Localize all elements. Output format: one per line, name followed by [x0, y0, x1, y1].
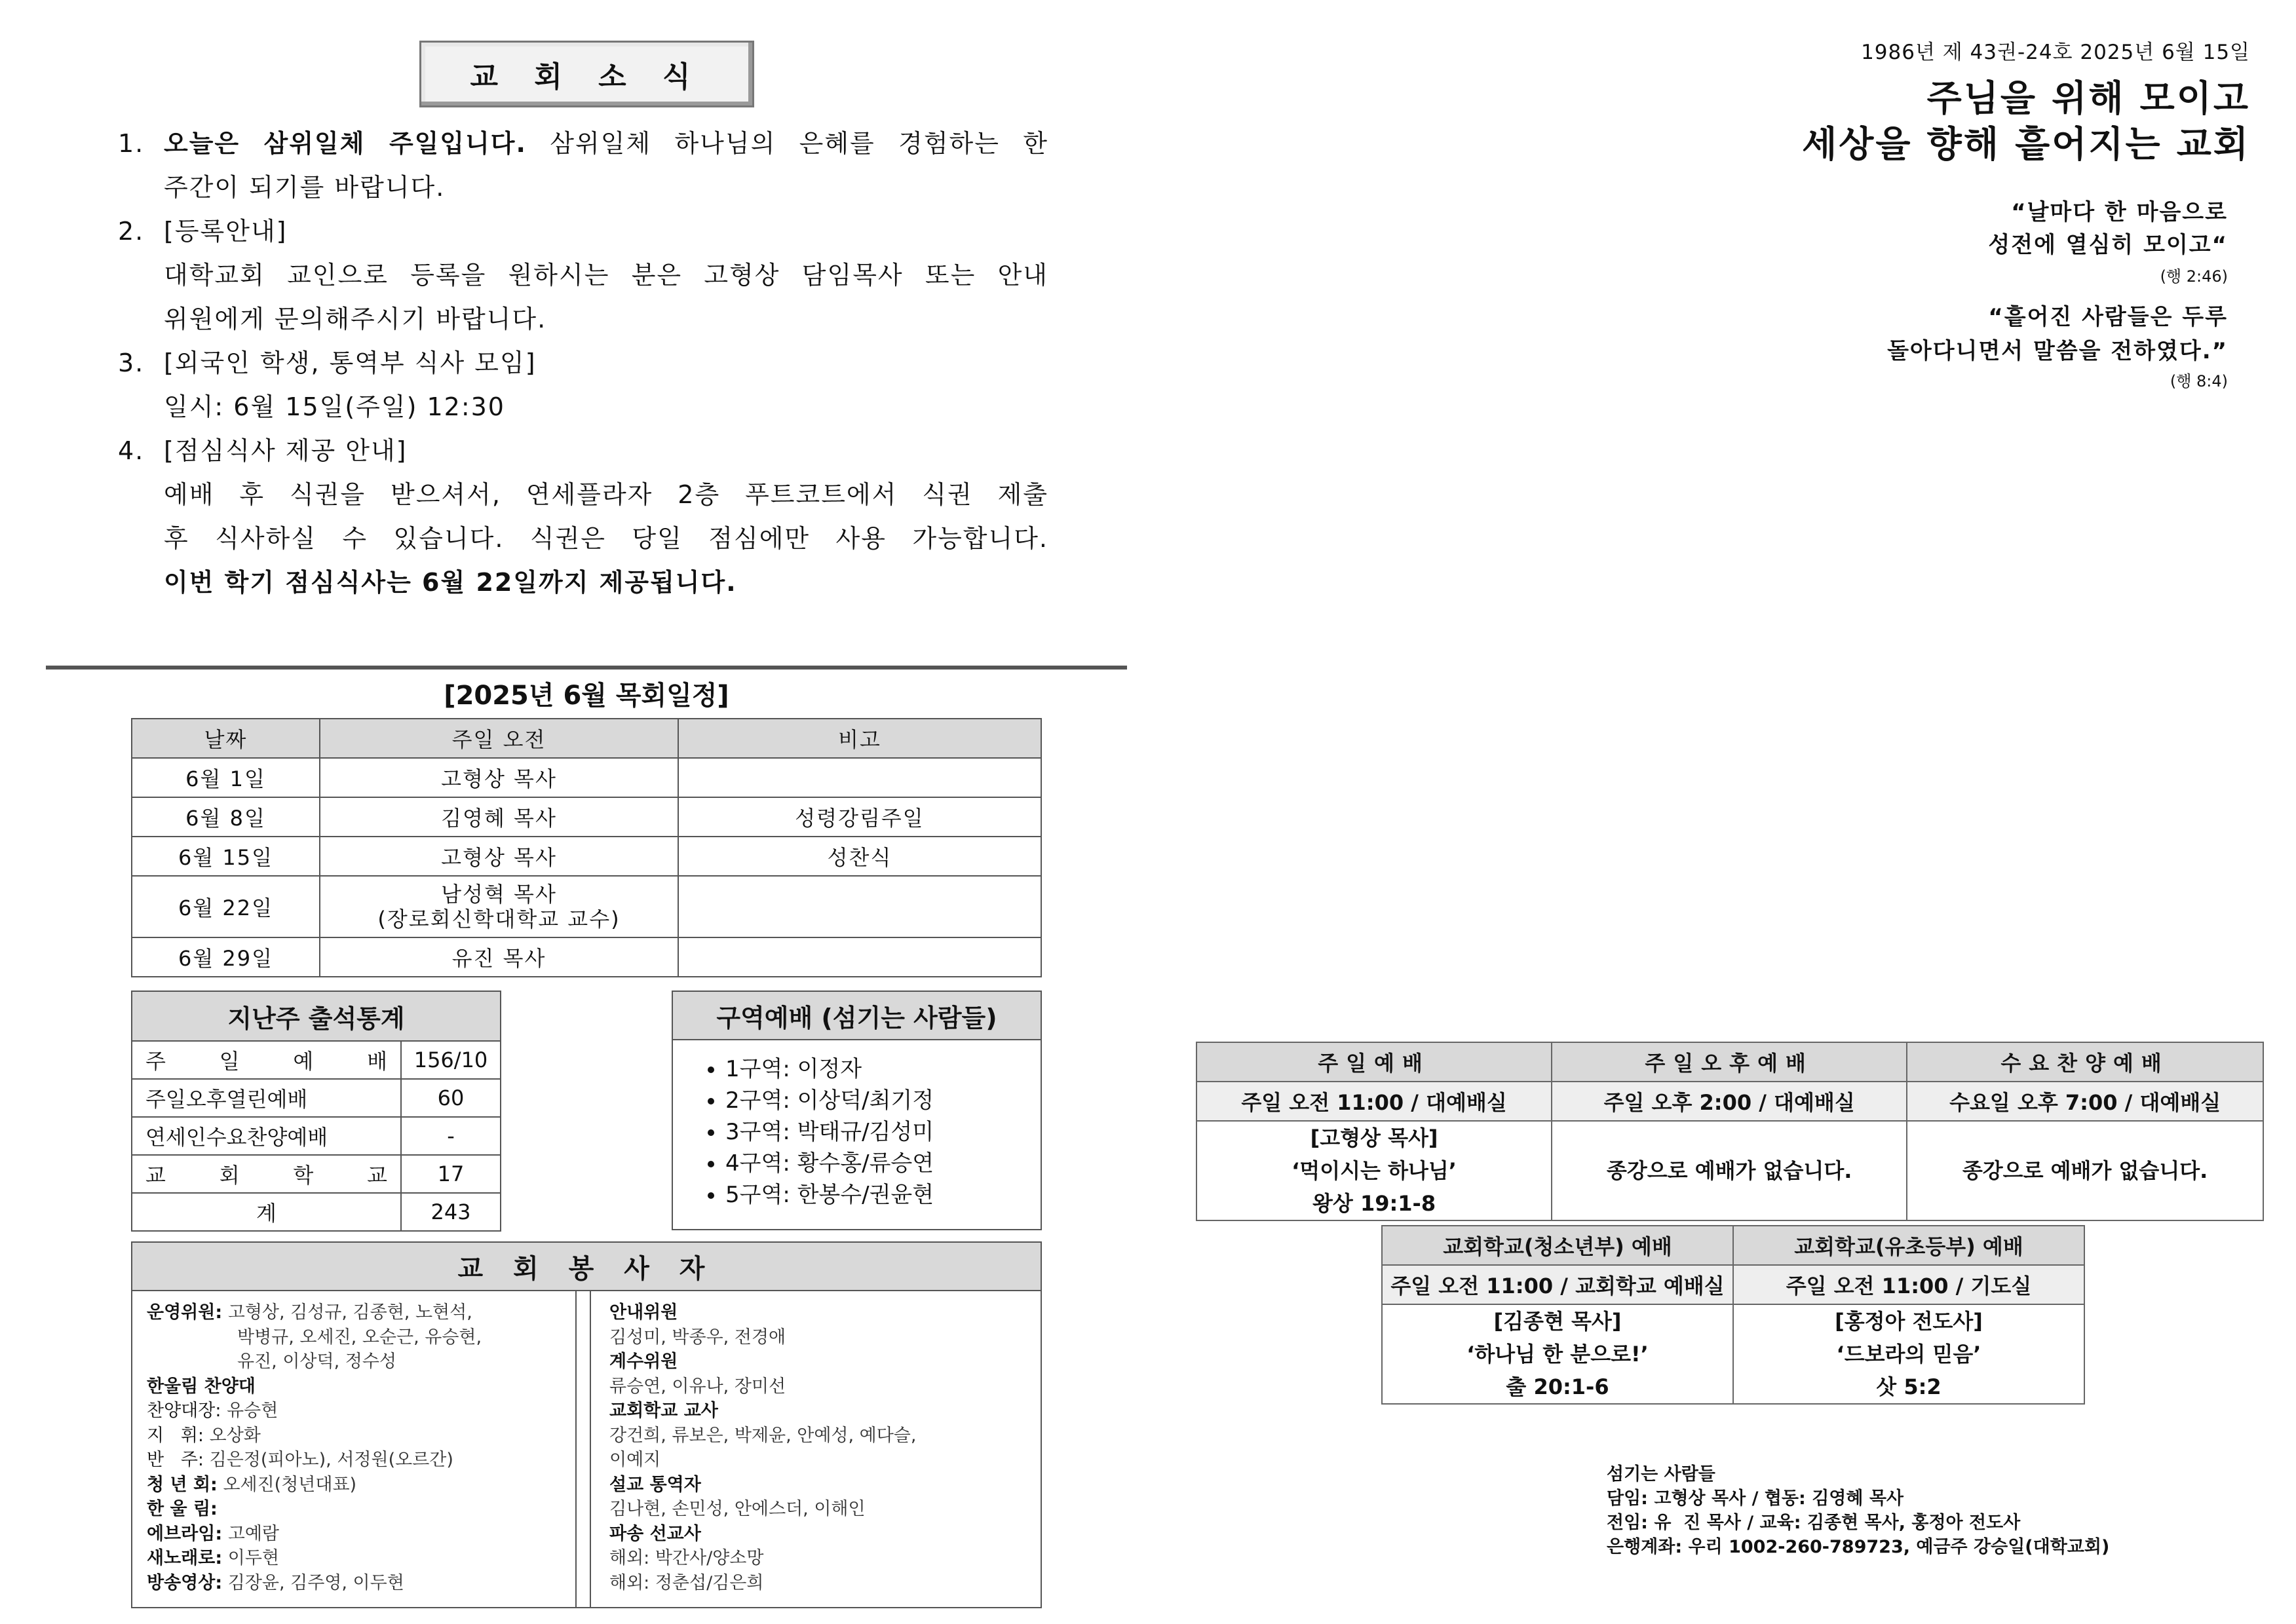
staff-heading: 섬기는 사람들: [1607, 1464, 1715, 1484]
servant-names: 유진, 이상덕, 정수성: [237, 1351, 396, 1372]
attendance-label: 연세인수요찬양예배: [132, 1117, 401, 1155]
schedule-preacher: 고형상 목사: [320, 837, 678, 876]
table-row: [132, 937, 1041, 977]
schedule-preacher: [320, 876, 678, 937]
servants-title: 교 회 봉 사 자: [132, 1243, 1041, 1291]
schedule-preacher: 유진 목사: [320, 937, 678, 977]
service-time: 수요일 오후 7:00 / 대예배실: [1907, 1082, 2263, 1121]
attendance-label: 계: [132, 1193, 401, 1231]
section-divider: [46, 666, 1127, 670]
news-item-4-line2: 후 식사하실 수 있습니다. 식권은 당일 점심에만 사용 가능합니다.: [164, 524, 1048, 553]
table-row: [132, 1079, 501, 1117]
news-title: 교 회 소 식: [419, 41, 754, 107]
news-item-1: 1. 오늘은 삼위일체 주일입니다. 삼위일체 하나님의 은혜를 경험하는 한: [118, 129, 1048, 158]
attendance-value: 243: [401, 1193, 501, 1231]
servant-label: 찬양대장:: [147, 1401, 221, 1421]
zone-list: [673, 1053, 1041, 1211]
attendance-label: 교 회 학 교: [132, 1155, 401, 1193]
staff-footer: [1607, 1462, 2109, 1559]
schedule-header-note: 비고: [678, 719, 1041, 758]
table-row: [132, 837, 1041, 876]
sermon-title: ‘드보라의 믿음’: [1836, 1342, 1981, 1367]
schedule-header-row: [132, 719, 1041, 758]
schedule-note: [678, 758, 1041, 797]
schedule-note: 성령강림주일: [678, 797, 1041, 837]
verse-2-reference: (행 8:4): [2170, 372, 2228, 390]
table-row: [132, 1041, 501, 1079]
news-item-2-line1: 대학교회 교인으로 등록을 원하시는 분은 고형상 담임목사 또는 안내: [164, 261, 1048, 290]
schedule-preacher: 김영혜 목사: [320, 797, 678, 837]
list-item: • 4구역: 황수홍/류승연: [725, 1148, 1041, 1179]
schedule-header-am: 주일 오전: [320, 719, 678, 758]
servant-label: 운영위원:: [147, 1302, 223, 1323]
service-header-wednesday: 수요찬양예배: [1907, 1042, 2263, 1082]
schedule-title: [2025년 6월 목회일정]: [444, 681, 729, 711]
servant-group-heading: 설교 통역자: [609, 1474, 701, 1495]
afternoon-notice: 종강으로 예배가 없습니다.: [1552, 1121, 1907, 1220]
verse-2-line-1: “흩어진 사람들은 두루: [1988, 304, 2228, 330]
school-header-youth: 교회학교(청소년부) 예배: [1382, 1226, 1733, 1265]
motto-line-2: 세상을 향해 흩어지는 교회: [1802, 123, 2250, 165]
verse-2-line-2: 돌아다니면서 말씀을 전하였다.”: [1887, 338, 2228, 364]
sunday-sermon: [1196, 1121, 1552, 1220]
news-item-4: 4. [점심식사 제공 안내]: [118, 436, 408, 465]
servant-label: 한 울 림:: [147, 1499, 218, 1519]
news-item-3-line1: 일시: 6월 15일(주일) 12:30: [164, 392, 505, 421]
schedule-date: 6월 22일: [132, 876, 320, 937]
list-item: • 5구역: 한봉수/권윤현: [725, 1179, 1041, 1211]
servant-names: 해외: 박간사/양소망: [609, 1548, 764, 1568]
servant-names: 이예지: [609, 1450, 661, 1470]
news-item-2: 2. [등록안내]: [118, 217, 288, 246]
servant-label: 지 휘:: [147, 1425, 204, 1446]
attendance-value: -: [401, 1117, 501, 1155]
staff-line: 담임: 고형상 목사 / 협동: 김영혜 목사: [1607, 1488, 1904, 1509]
attendance-value: 17: [401, 1155, 501, 1193]
servant-names: 유승현: [227, 1401, 278, 1421]
servant-names: 고예람: [227, 1523, 279, 1544]
servants-right-column: [609, 1300, 1029, 1595]
service-time: 주일 오후 2:00 / 대예배실: [1552, 1082, 1907, 1121]
servant-names: 고형상, 김성규, 김종현, 노현석,: [227, 1302, 472, 1323]
service-time: 주일 오전 11:00 / 기도실: [1733, 1265, 2084, 1304]
servant-names: 오상화: [209, 1425, 261, 1446]
servant-label: 반 주:: [147, 1450, 204, 1470]
schedule-date: 6월 1일: [132, 758, 320, 797]
schedule-preacher-affiliation: (장로회신학대학교 교수): [377, 907, 621, 932]
schedule-preacher-name: 남성혁 목사: [441, 882, 557, 907]
preacher: [김종현 목사]: [1493, 1309, 1622, 1334]
school-header-kids: 교회학교(유초등부) 예배: [1733, 1226, 2084, 1265]
servant-label: 방송영상:: [147, 1572, 223, 1593]
news-item-3: 3. [외국인 학생, 통역부 식사 모임]: [118, 349, 537, 377]
servant-group-heading: 계수위원: [609, 1351, 678, 1372]
list-item: • 3구역: 박태규/김성미: [725, 1116, 1041, 1148]
schedule-note: [678, 876, 1041, 937]
servant-label: 에브라임:: [147, 1523, 223, 1544]
servant-names: 해외: 정춘섭/김은희: [609, 1572, 764, 1593]
news-item-2-line2: 위원에게 문의해주시기 바랍니다.: [164, 305, 547, 333]
verse-1-line-2: 성전에 열심히 모이고“: [1988, 232, 2228, 258]
table-row: [132, 876, 1041, 937]
scripture: 삿 5:2: [1876, 1374, 1942, 1399]
table-row: [132, 1155, 501, 1193]
attendance-label: 주일오후열린예배: [132, 1079, 401, 1117]
wednesday-notice: 종강으로 예배가 없습니다.: [1907, 1121, 2263, 1220]
table-row: [132, 758, 1041, 797]
schedule-date: 6월 8일: [132, 797, 320, 837]
kids-sermon: [1733, 1304, 2084, 1404]
table-row: [132, 1193, 501, 1231]
servant-group-heading: 파송 선교사: [609, 1523, 701, 1544]
service-header-afternoon: 주일오후예배: [1552, 1042, 1907, 1082]
servant-names: 강건희, 류보은, 박제윤, 안예성, 예다슬,: [609, 1425, 917, 1446]
table-row: [132, 1117, 501, 1155]
table-row: [132, 797, 1041, 837]
school-services-table: [1381, 1225, 2085, 1405]
servant-names: 김나현, 손민성, 안에스더, 이해인: [609, 1499, 866, 1519]
zone-worship-box: [672, 991, 1042, 1230]
news-item-1-line2: 주간이 되기를 바랍니다.: [164, 173, 446, 202]
servant-names: 김은정(피아노), 서정원(오르간): [209, 1450, 453, 1470]
scripture: 출 20:1-6: [1506, 1374, 1609, 1399]
list-item: • 1구역: 이정자: [725, 1053, 1041, 1085]
news-item-4-line3: 이번 학기 점심식사는 6월 22일까지 제공됩니다.: [164, 568, 737, 597]
attendance-label: 주 일 예 배: [132, 1041, 401, 1079]
schedule-note: 성찬식: [678, 837, 1041, 876]
servant-names: 김장윤, 김주영, 이두현: [227, 1572, 404, 1593]
news-item-4-line1: 예배 후 식권을 받으셔서, 연세플라자 2층 푸트코트에서 식권 제출: [164, 480, 1048, 509]
scripture: 왕상 19:1-8: [1312, 1191, 1436, 1216]
sermon-title: ‘먹이시는 하나님’: [1292, 1158, 1457, 1183]
attendance-value: 60: [401, 1079, 501, 1117]
servant-label: 청 년 회:: [147, 1474, 218, 1495]
zone-worship-title: 구역예배 (섬기는 사람들): [673, 992, 1041, 1040]
servants-box: [131, 1241, 1042, 1608]
service-header-sunday: 주일예배: [1196, 1042, 1552, 1082]
preacher: [홍정아 전도사]: [1835, 1309, 1983, 1334]
attendance-table: [131, 991, 501, 1232]
list-item: • 2구역: 이상덕/최기정: [725, 1085, 1041, 1116]
servant-group-heading: 안내위원: [609, 1302, 678, 1323]
attendance-title: 지난주 출석통계: [132, 991, 501, 1041]
servant-names: 오세진(청년대표): [223, 1474, 357, 1495]
preacher: [고형상 목사]: [1310, 1125, 1438, 1150]
bank-account: 은행계좌: 우리 1002-260-789723, 예금주 강승일(대학교회): [1607, 1537, 2110, 1557]
sermon-title: ‘하나님 한 분으로!’: [1466, 1342, 1649, 1367]
servant-names: 박병규, 오세진, 오순근, 유승현,: [237, 1327, 482, 1348]
verse-1-line-1: “날마다 한 마음으로: [2011, 199, 2228, 225]
verse-1-reference: (행 2:46): [2160, 267, 2228, 286]
schedule-preacher: 고형상 목사: [320, 758, 678, 797]
servant-names: 이두현: [227, 1548, 279, 1568]
schedule-date: 6월 29일: [132, 937, 320, 977]
servant-names: 김성미, 박종우, 전경애: [609, 1327, 786, 1348]
motto-line-1: 주님을 위해 모이고: [1926, 77, 2250, 119]
schedule-note: [678, 937, 1041, 977]
youth-sermon: [1382, 1304, 1733, 1404]
issue-info: 1986년 제 43권-24호 2025년 6월 15일: [1861, 41, 2250, 64]
service-time: 주일 오전 11:00 / 교회학교 예배실: [1382, 1265, 1733, 1304]
news-list: [118, 122, 1048, 605]
attendance-value: 156/10: [401, 1041, 501, 1079]
staff-line: 전임: 유 진 목사 / 교육: 김종현 목사, 홍정아 전도사: [1607, 1513, 2021, 1533]
service-time: 주일 오전 11:00 / 대예배실: [1196, 1082, 1552, 1121]
services-table: [1196, 1042, 2264, 1221]
schedule-date: 6월 15일: [132, 837, 320, 876]
servant-names: 류승연, 이유나, 장미선: [609, 1376, 786, 1397]
servant-label: 새노래로:: [147, 1548, 223, 1568]
schedule-header-date: 날짜: [132, 719, 320, 758]
servant-group-heading: 교회학교 교사: [609, 1401, 718, 1421]
servant-group-heading: 한울림 찬양대: [147, 1376, 256, 1397]
schedule-table: [131, 718, 1042, 977]
